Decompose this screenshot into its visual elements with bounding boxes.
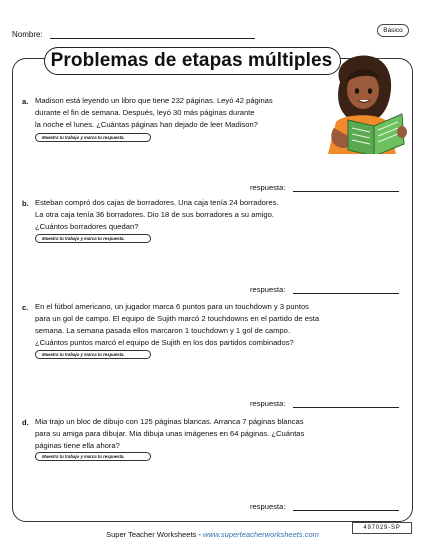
show-work-pill-c: Muestra tu trabajo y marca tu respuesta. — [35, 350, 151, 359]
problem-b-line: ¿Cuántos borradores quedan? — [35, 222, 139, 231]
problem-c-line: para un gol de campo. El equipo de Sujith marcó 2 touchdowns en el partido de esta — [35, 314, 320, 323]
answer-label-c: respuesta: — [250, 399, 286, 408]
problem-b-line: La otra caja tenía 36 borradores. Dio 18 de sus borradores a su amigo. — [35, 210, 274, 219]
problem-c-line: ¿Cuántos puntos marcó el equipo de Sujith en los dos partidos combinados? — [35, 338, 294, 347]
footer-brand: Super Teacher Worksheets — [106, 530, 197, 539]
page-title: Problemas de etapas múltiples — [50, 50, 333, 71]
problem-a-line: durante el fin de semana. Después, leyó 30 más páginas durante — [35, 108, 255, 117]
show-work-pill-a: Muestra tu trabajo y marca tu respuesta. — [35, 133, 151, 142]
footer-url-link[interactable]: www.superteacherworksheets.com — [202, 530, 319, 539]
problem-c-text — [35, 301, 415, 349]
answer-line-c[interactable] — [293, 407, 399, 408]
problem-d-text — [35, 416, 415, 452]
problem-a-line: la noche el lunes. ¿Cuántas páginas han dejado de leer Madison? — [35, 120, 258, 129]
worksheet-code: 497029-SP — [352, 522, 412, 534]
problem-d-line: Mia trajo un bloc de dibujo con 125 páginas blancas. Arranca 7 páginas blancas — [35, 417, 304, 426]
problem-a-line: Madison está leyendo un libro que tiene 232 páginas. Leyó 42 páginas — [35, 96, 273, 105]
problem-d-line: páginas tiene ella ahora? — [35, 441, 120, 450]
problem-d-line: para su amiga para dibujar. Mia dibuja unas imágenes en 64 páginas. ¿Cuántas — [35, 429, 305, 438]
answer-line-d[interactable] — [293, 510, 399, 511]
answer-label-a: respuesta: — [250, 183, 286, 192]
problem-b-line: Esteban compró dos cajas de borradores. Una caja tenía 24 borradores. — [35, 198, 279, 207]
show-work-pill-d: Muestra tu trabajo y marca tu respuesta. — [35, 452, 151, 461]
problem-c-line: semana. La semana pasada ellos marcaron 1 touchdown y 1 gol de campo. — [35, 326, 290, 335]
footer — [0, 530, 425, 539]
name-label: Nombre: — [12, 30, 43, 39]
problem-c-letter: c. — [22, 303, 29, 312]
footer-separator: - — [196, 530, 203, 539]
name-line[interactable] — [50, 38, 255, 39]
problem-c-line: En el fútbol americano, un jugador marca 6 puntos para un touchdown y 3 puntos — [35, 302, 309, 311]
problem-b-text — [35, 197, 405, 233]
answer-label-d: respuesta: — [250, 502, 286, 511]
answer-line-a[interactable] — [293, 191, 399, 192]
problem-d-letter: d. — [22, 418, 29, 427]
show-work-pill-b: Muestra tu trabajo y marca tu respuesta. — [35, 234, 151, 243]
level-badge: Básico — [377, 24, 409, 37]
problem-b-letter: b. — [22, 199, 29, 208]
problem-a-letter: a. — [22, 97, 29, 106]
answer-label-b: respuesta: — [250, 285, 286, 294]
problem-a-text — [35, 95, 335, 131]
answer-line-b[interactable] — [293, 293, 399, 294]
